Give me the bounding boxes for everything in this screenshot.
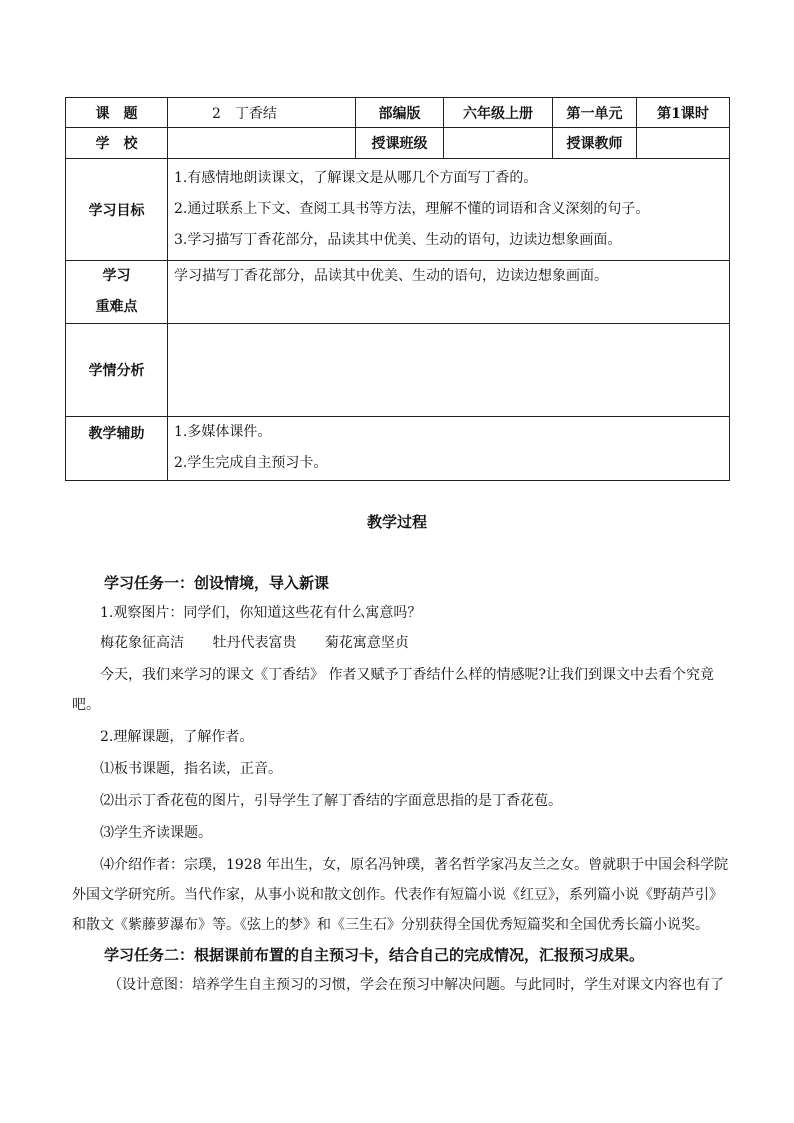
class-value	[444, 128, 553, 159]
flowers-line	[72, 628, 734, 658]
paragraph: ⑷介绍作者：宗璞，1928 年出生，女，原名冯钟璞，著名哲学家冯友兰之女。曾就职于中国会科学院	[100, 857, 729, 873]
paragraph: ⑶学生齐读课题。	[100, 825, 212, 841]
paragraph: ⑵出示丁香花苞的图片，引导学生了解丁香结的字面意思指的是丁香花苞。	[100, 793, 562, 809]
goal-item: 2.通过联系上下文、查阅工具书等方法，理解不懂的词语和含义深刻的句子。	[174, 201, 650, 217]
teacher-label: 授课教师	[553, 128, 637, 159]
paragraph: 1.观察图片：同学们，你知道这些花有什么寓意吗？	[100, 605, 422, 621]
task2-title: 学习任务二：根据课前布置的自主预习卡，结合自己的完成情况，汇报预习成果。	[104, 946, 645, 964]
goal-item: 1.有感情地朗读课文，了解课文是从哪几个方面写丁香的。	[174, 170, 538, 186]
difficulty-text: 学习描写丁香花部分，品读其中优美、生动的语句，边读边想象画面。	[174, 268, 608, 284]
lesson-plan-table	[65, 97, 730, 481]
table-row	[66, 98, 730, 128]
analysis-content	[168, 324, 730, 417]
edition: 部编版	[356, 98, 444, 128]
paragraph: 2.理解课题，了解作者。	[100, 729, 254, 745]
period: 第1课时	[637, 98, 730, 128]
difficulty-label-line2: 重难点	[95, 299, 138, 315]
goal-item: 3.学习描写丁香花部分，品读其中优美、生动的语句，边读边想象画面。	[174, 232, 622, 248]
table-row	[66, 261, 730, 324]
paragraph: 外国文学研究所。当代作家，从事小说和散文创作。代表作有短篇小说《红豆》，系列篇小说《野葫芦引》	[72, 887, 723, 903]
task1-title: 学习任务一：创设情境，导入新课	[104, 574, 330, 592]
goals-content	[168, 159, 730, 261]
school-label: 学 校	[66, 128, 168, 159]
table-row	[66, 159, 730, 261]
topic-label: 课 题	[66, 98, 168, 128]
aid-item: 2.学生完成自主预习卡。	[174, 455, 328, 471]
grade: 六年级上册	[444, 98, 553, 128]
goals-label: 学习目标	[66, 159, 168, 261]
paragraph: 和散文《紫藤萝瀑布》等。《弦上的梦》和《三生石》分别获得全国优秀短篇奖和全国优秀长篇小说奖。	[72, 917, 709, 933]
analysis-label: 学情分析	[66, 324, 168, 417]
unit: 第一单元	[553, 98, 637, 128]
aids-label: 教学辅助	[66, 417, 168, 481]
process-body	[72, 568, 734, 1000]
flower-item: 菊花寓意坚贞	[324, 635, 409, 651]
flower-item: 牡丹代表富贵	[212, 635, 297, 651]
table-row	[66, 324, 730, 417]
paragraph: （设计意图：培养学生自主预习的习惯，学会在预习中解决问题。与此同时，学生对课文内容也有了	[108, 977, 724, 993]
lesson-title: 2 丁香结	[168, 98, 356, 128]
difficulty-label	[66, 261, 168, 324]
aids-content	[168, 417, 730, 481]
section-title: 教学过程	[366, 513, 427, 531]
paragraph: 今天，我们来学习的课文《丁香结》 作者又赋予丁香结什么样的情感呢?让我们到课文中去看个究竟	[100, 667, 714, 683]
class-label: 授课班级	[356, 128, 444, 159]
difficulty-content	[168, 261, 730, 324]
table-row	[66, 128, 730, 159]
school-value	[168, 128, 356, 159]
aid-item: 1.多媒体课件。	[174, 424, 272, 440]
difficulty-label-line1: 学习	[102, 268, 131, 284]
paragraph: 吧。	[72, 697, 100, 713]
flower-item: 梅花象征高洁	[100, 635, 184, 651]
table-row	[66, 417, 730, 481]
teacher-value	[637, 128, 730, 159]
paragraph: ⑴板书课题，指名读，正音。	[100, 761, 282, 777]
